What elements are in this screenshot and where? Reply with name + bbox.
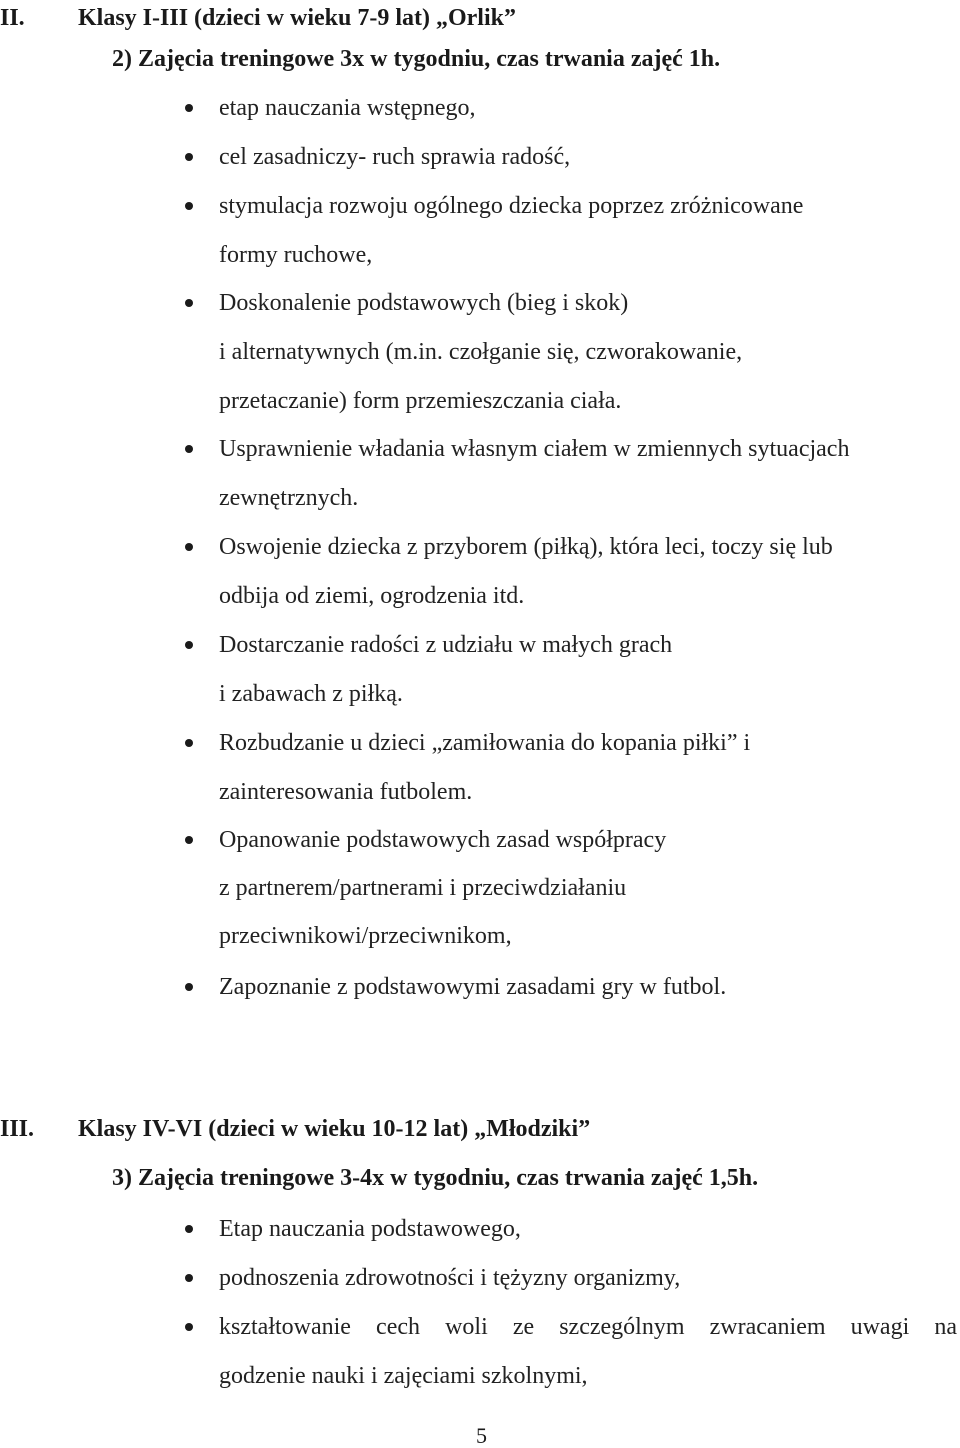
- list-item: kształtowanie cech woli ze szczególnym zwracaniem uwagi na: [219, 1314, 957, 1340]
- bullet-icon: [185, 1323, 193, 1331]
- bullet-icon: [185, 983, 193, 991]
- list-item: Doskonalenie podstawowych (bieg i skok): [219, 290, 629, 316]
- section-numeral: II.: [0, 5, 25, 31]
- bullet-icon: [185, 445, 193, 453]
- bullet-icon: [185, 299, 193, 307]
- list-item-continuation: i zabawach z piłką.: [219, 681, 403, 707]
- section-heading: Klasy I-III (dzieci w wieku 7-9 lat) „Orlik”: [78, 5, 516, 31]
- list-item-continuation: zewnętrznych.: [219, 485, 359, 511]
- list-item: Etap nauczania podstawowego,: [219, 1216, 521, 1242]
- list-item: etap nauczania wstępnego,: [219, 95, 476, 121]
- list-item-continuation: z partnerem/partnerami i przeciwdziałaniu: [219, 875, 627, 901]
- list-item: Usprawnienie władania własnym ciałem w zmiennych sytuacjach: [219, 436, 850, 462]
- list-item-continuation: formy ruchowe,: [219, 242, 373, 268]
- list-item: Zapoznanie z podstawowymi zasadami gry w futbol.: [219, 974, 727, 1000]
- list-item-continuation: przetaczanie) form przemieszczania ciała.: [219, 388, 622, 414]
- section-numeral: III.: [0, 1116, 35, 1142]
- bullet-icon: [185, 104, 193, 112]
- list-item: cel zasadniczy- ruch sprawia radość,: [219, 144, 571, 170]
- list-item: Rozbudzanie u dzieci „zamiłowania do kopania piłki” i: [219, 730, 751, 756]
- bullet-icon: [185, 153, 193, 161]
- section-subheading: 2) Zajęcia treningowe 3x w tygodniu, czas trwania zajęć 1h.: [112, 46, 721, 72]
- section-heading: Klasy IV-VI (dzieci w wieku 10-12 lat) „Młodziki”: [78, 1116, 591, 1142]
- bullet-icon: [185, 543, 193, 551]
- bullet-icon: [185, 202, 193, 210]
- list-item: Oswojenie dziecka z przyborem (piłką), która leci, toczy się lub: [219, 534, 833, 560]
- list-item-continuation: odbija od ziemi, ogrodzenia itd.: [219, 583, 525, 609]
- page-number: 5: [476, 1423, 487, 1448]
- list-item-continuation: godzenie nauki i zajęciami szkolnymi,: [219, 1363, 588, 1389]
- bullet-icon: [185, 1225, 193, 1233]
- list-item: stymulacja rozwoju ogólnego dziecka poprzez zróżnicowane: [219, 193, 804, 219]
- bullet-icon: [185, 836, 193, 844]
- section-subheading: 3) Zajęcia treningowe 3-4x w tygodniu, czas trwania zajęć 1,5h.: [112, 1165, 759, 1191]
- list-item: podnoszenia zdrowotności i tężyzny organizmy,: [219, 1265, 681, 1291]
- list-item-continuation: i alternatywnych (m.in. czołganie się, czworakowanie,: [219, 339, 743, 365]
- list-item: Opanowanie podstawowych zasad współpracy: [219, 827, 667, 853]
- list-item-continuation: zainteresowania futbolem.: [219, 779, 473, 805]
- list-item-continuation: przeciwnikowi/przeciwnikom,: [219, 923, 512, 949]
- bullet-icon: [185, 739, 193, 747]
- bullet-icon: [185, 641, 193, 649]
- list-item: Dostarczanie radości z udziału w małych grach: [219, 632, 673, 658]
- bullet-icon: [185, 1274, 193, 1282]
